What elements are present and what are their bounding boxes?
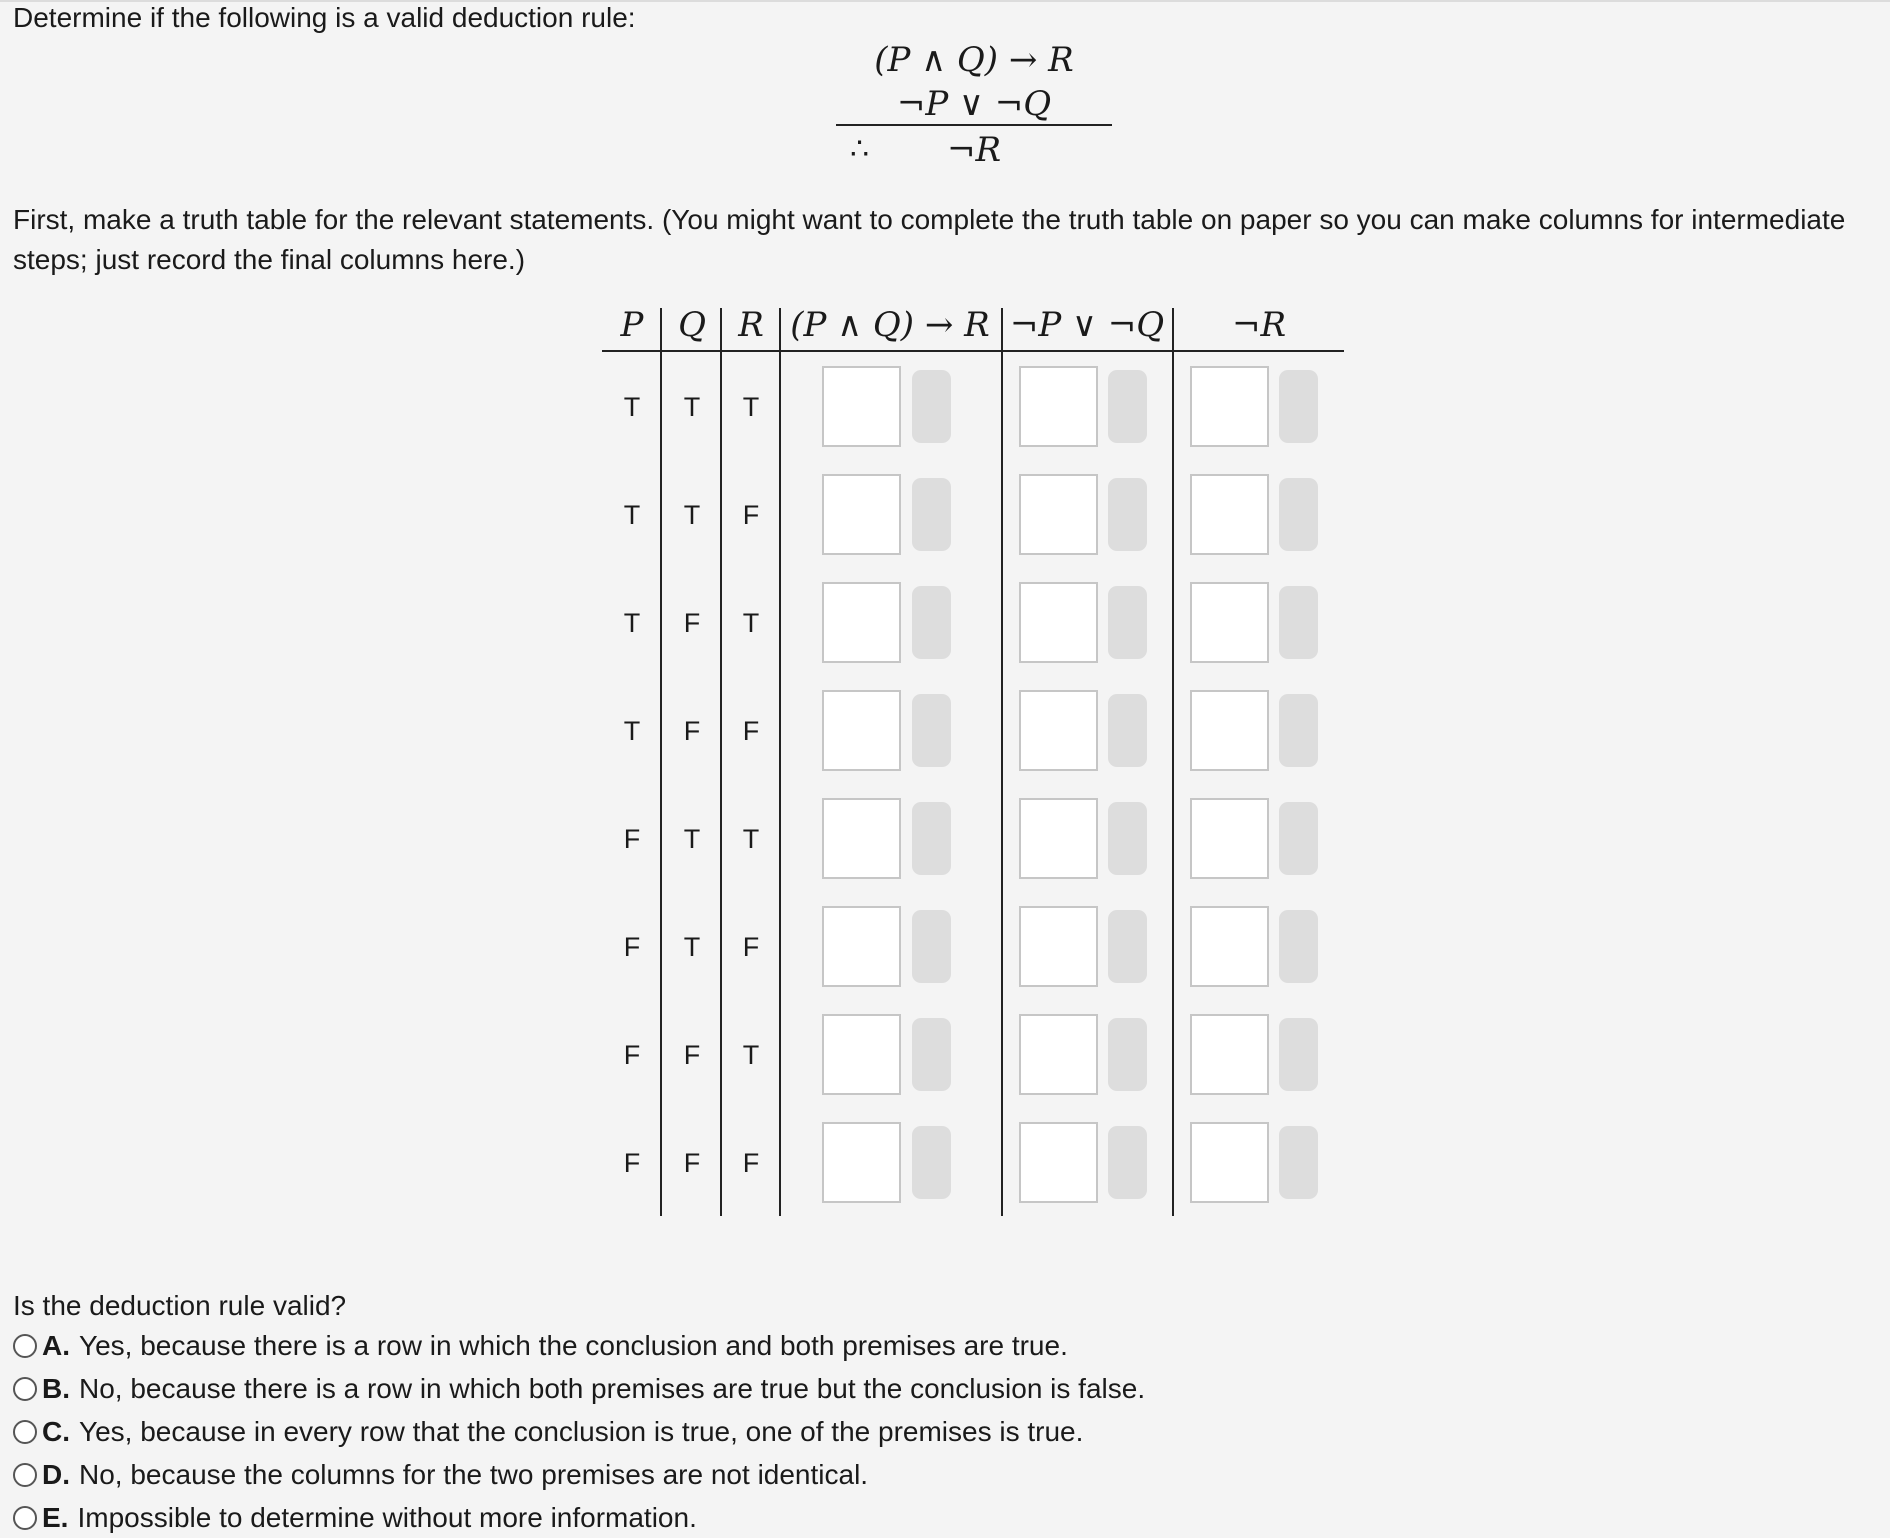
truth-value-cell: F: [742, 716, 760, 746]
truth-value-cell: T: [683, 392, 701, 422]
header-q: Q: [678, 305, 706, 345]
answer-status-indicator: [1279, 802, 1318, 875]
answer-status-indicator: [912, 478, 951, 551]
conclusion-input[interactable]: [1190, 906, 1269, 987]
choice-c[interactable]: [13, 1412, 1083, 1452]
premise-2-input[interactable]: [1019, 582, 1098, 663]
truth-value-cell: F: [623, 824, 641, 854]
premise-2: ¬P ∨ ¬Q: [896, 84, 1052, 124]
premise-2-input[interactable]: [1019, 366, 1098, 447]
answer-status-indicator: [1279, 586, 1318, 659]
choice-e[interactable]: [13, 1498, 697, 1538]
premise-1: (P ∧ Q) → R: [874, 40, 1074, 80]
radio-button[interactable]: [13, 1463, 37, 1487]
answer-status-indicator: [912, 910, 951, 983]
answer-status-indicator: [1279, 910, 1318, 983]
premise-1-input[interactable]: [822, 366, 901, 447]
choice-letter: D.: [42, 1459, 70, 1490]
answer-status-indicator: [1108, 586, 1147, 659]
premise-1-input[interactable]: [822, 1122, 901, 1203]
premise-2-input[interactable]: [1019, 690, 1098, 771]
header-premise-1: (P ∧ Q) → R: [790, 305, 990, 345]
truth-value-cell: F: [742, 500, 760, 530]
premise-1-input[interactable]: [822, 1014, 901, 1095]
choice-a[interactable]: [13, 1326, 1068, 1366]
column-divider: [779, 308, 781, 1216]
choice-letter: C.: [42, 1416, 70, 1447]
truth-value-cell: T: [742, 392, 760, 422]
conclusion-input[interactable]: [1190, 366, 1269, 447]
truth-value-cell: T: [683, 932, 701, 962]
truth-value-cell: F: [683, 608, 701, 638]
choice-text: Yes, because there is a row in which the conclusion and both premises are true.: [79, 1330, 1068, 1361]
validity-question: Is the deduction rule valid?: [13, 1290, 347, 1321]
truth-value-cell: T: [623, 608, 641, 638]
truth-value-cell: T: [742, 1040, 760, 1070]
answer-status-indicator: [912, 370, 951, 443]
truth-value-cell: F: [623, 1040, 641, 1070]
rule-divider: [836, 124, 1112, 126]
conclusion-input[interactable]: [1190, 1122, 1269, 1203]
answer-status-indicator: [1279, 1126, 1318, 1199]
truth-value-cell: F: [742, 932, 760, 962]
column-divider: [1172, 308, 1174, 1216]
answer-status-indicator: [912, 1126, 951, 1199]
choice-text: Yes, because in every row that the conclusion is true, one of the premises is true.: [79, 1416, 1084, 1447]
column-divider: [660, 308, 662, 1216]
choice-letter: E.: [42, 1502, 69, 1533]
premise-1-input[interactable]: [822, 582, 901, 663]
header-p: P: [620, 305, 644, 345]
answer-status-indicator: [1279, 370, 1318, 443]
answer-status-indicator: [1108, 370, 1147, 443]
truth-value-cell: T: [683, 824, 701, 854]
answer-status-indicator: [1279, 694, 1318, 767]
premise-1-input[interactable]: [822, 690, 901, 771]
premise-2-input[interactable]: [1019, 1122, 1098, 1203]
premise-1-input[interactable]: [822, 474, 901, 555]
choice-b[interactable]: [13, 1369, 1145, 1409]
truth-value-cell: F: [742, 1148, 760, 1178]
premise-2-input[interactable]: [1019, 906, 1098, 987]
truth-value-cell: T: [742, 824, 760, 854]
column-divider: [1001, 308, 1003, 1216]
answer-status-indicator: [1108, 802, 1147, 875]
truth-value-cell: T: [683, 500, 701, 530]
truth-value-cell: F: [683, 1148, 701, 1178]
premise-1-input[interactable]: [822, 906, 901, 987]
choice-letter: A.: [42, 1330, 70, 1361]
header-premise-2: ¬P ∨ ¬Q: [1009, 305, 1165, 345]
truth-value-cell: F: [683, 1040, 701, 1070]
therefore-symbol: ∴: [850, 132, 870, 167]
radio-button[interactable]: [13, 1420, 37, 1444]
choice-letter: B.: [42, 1373, 70, 1404]
answer-status-indicator: [1279, 478, 1318, 551]
truth-value-cell: T: [742, 608, 760, 638]
conclusion: ¬R: [946, 130, 1002, 170]
answer-status-indicator: [1279, 1018, 1318, 1091]
answer-status-indicator: [1108, 910, 1147, 983]
premise-1-input[interactable]: [822, 798, 901, 879]
instructions: First, make a truth table for the relevant statements. (You might want to complete the truth table on paper so you can make columns for intermediate steps; just record the final columns here.): [13, 204, 1846, 275]
answer-status-indicator: [1108, 694, 1147, 767]
choice-d[interactable]: [13, 1455, 868, 1495]
truth-value-cell: T: [623, 716, 641, 746]
radio-button[interactable]: [13, 1506, 37, 1530]
conclusion-input[interactable]: [1190, 798, 1269, 879]
column-divider: [720, 308, 722, 1216]
conclusion-input[interactable]: [1190, 582, 1269, 663]
truth-value-cell: F: [623, 932, 641, 962]
answer-status-indicator: [1108, 1018, 1147, 1091]
premise-2-input[interactable]: [1019, 474, 1098, 555]
answer-status-indicator: [912, 1018, 951, 1091]
choice-text: No, because the columns for the two premises are not identical.: [79, 1459, 869, 1490]
conclusion-input[interactable]: [1190, 1014, 1269, 1095]
answer-status-indicator: [1108, 1126, 1147, 1199]
choice-text: Impossible to determine without more information.: [77, 1502, 697, 1533]
answer-status-indicator: [912, 586, 951, 659]
truth-value-cell: F: [623, 1148, 641, 1178]
truth-value-cell: T: [623, 392, 641, 422]
premise-2-input[interactable]: [1019, 1014, 1098, 1095]
answer-status-indicator: [912, 694, 951, 767]
truth-value-cell: F: [683, 716, 701, 746]
answer-status-indicator: [912, 802, 951, 875]
header-conclusion: ¬R: [1231, 305, 1287, 345]
header-rule: [602, 350, 1344, 352]
truth-value-cell: T: [623, 500, 641, 530]
answer-status-indicator: [1108, 478, 1147, 551]
radio-button[interactable]: [13, 1377, 37, 1401]
header-r: R: [738, 305, 764, 345]
problem-prompt: Determine if the following is a valid deduction rule:: [13, 2, 636, 33]
choice-text: No, because there is a row in which both premises are true but the conclusion is false.: [79, 1373, 1146, 1404]
conclusion-input[interactable]: [1190, 474, 1269, 555]
radio-button[interactable]: [13, 1334, 37, 1358]
conclusion-input[interactable]: [1190, 690, 1269, 771]
premise-2-input[interactable]: [1019, 798, 1098, 879]
